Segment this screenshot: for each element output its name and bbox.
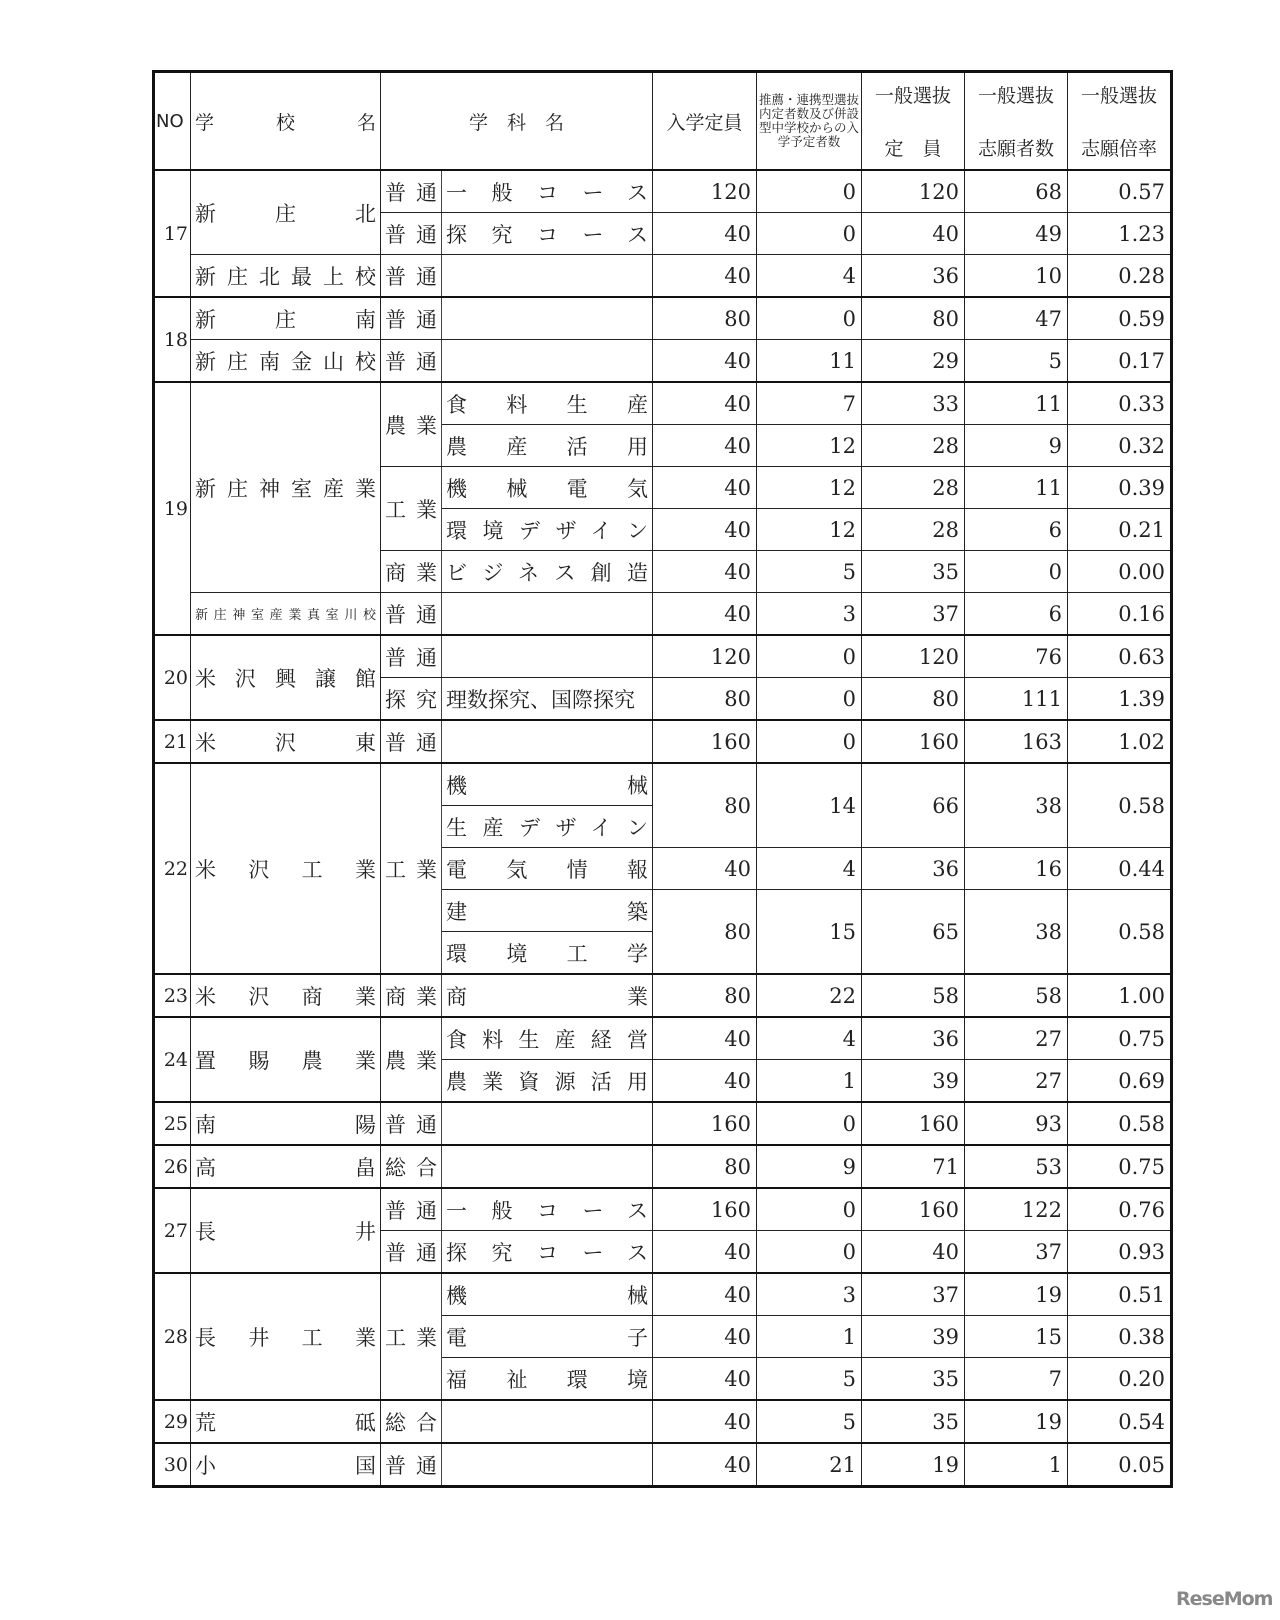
- table-row: [154, 1400, 1172, 1443]
- table-row: [154, 1017, 1172, 1060]
- cell-gen: 65: [862, 890, 965, 975]
- cell-dept: 商業: [381, 974, 442, 1017]
- table-row: [154, 974, 1172, 1017]
- cell-course: 一般コース: [442, 170, 653, 213]
- cell-ratio: 0.69: [1068, 1060, 1172, 1103]
- cell-no: 18: [154, 297, 191, 382]
- cell-dept: 総合: [381, 1400, 442, 1443]
- cell-app: 122: [965, 1188, 1068, 1231]
- cell-ratio: 0.93: [1068, 1231, 1172, 1274]
- cell-cap: 40: [653, 1400, 757, 1443]
- cell-course: [442, 340, 653, 383]
- cell-ratio: 0.57: [1068, 170, 1172, 213]
- cell-school: 米沢工業: [191, 763, 381, 974]
- cell-no: 29: [154, 1400, 191, 1443]
- cell-no: 17: [154, 170, 191, 297]
- cell-gen: 28: [862, 467, 965, 509]
- cell-pre: 7: [757, 382, 862, 425]
- cell-app: 27: [965, 1060, 1068, 1103]
- cell-cap: 80: [653, 763, 757, 848]
- table-row: [154, 1102, 1172, 1145]
- header-applicants-bottom: 志願者数: [978, 138, 1055, 160]
- cell-dept: 普通: [381, 297, 442, 340]
- cell-pre: 0: [757, 1102, 862, 1145]
- cell-course: 機械: [442, 1273, 653, 1316]
- table-row: [154, 720, 1172, 763]
- cell-ratio: 0.28: [1068, 255, 1172, 298]
- cell-pre: 0: [757, 213, 862, 255]
- cell-dept: 普通: [381, 1188, 442, 1231]
- header-no: NO: [154, 72, 191, 171]
- header-applicants-top: 一般選抜: [978, 85, 1055, 107]
- cell-course: 商業: [442, 974, 653, 1017]
- header-row: [154, 72, 1172, 171]
- cell-gen: 37: [862, 1273, 965, 1316]
- cell-school: 南陽: [191, 1102, 381, 1145]
- cell-cap: 40: [653, 1231, 757, 1274]
- cell-school: 小国: [191, 1443, 381, 1487]
- cell-pre: 0: [757, 720, 862, 763]
- cell-course: [442, 720, 653, 763]
- cell-ratio: 0.58: [1068, 763, 1172, 848]
- table-row: [154, 340, 1172, 383]
- cell-course: [442, 1145, 653, 1188]
- cell-app: 6: [965, 593, 1068, 636]
- cell-cap: 40: [653, 1060, 757, 1103]
- cell-gen: 35: [862, 551, 965, 593]
- cell-no: 24: [154, 1017, 191, 1102]
- cell-gen: 37: [862, 593, 965, 636]
- cell-no: 26: [154, 1145, 191, 1188]
- table-body: [154, 170, 1172, 1487]
- cell-ratio: 0.33: [1068, 382, 1172, 425]
- cell-course: [442, 1443, 653, 1487]
- cell-school: 米沢興譲館: [191, 635, 381, 720]
- cell-ratio: 0.54: [1068, 1400, 1172, 1443]
- cell-ratio: 0.59: [1068, 297, 1172, 340]
- cell-gen: 40: [862, 1231, 965, 1274]
- cell-cap: 40: [653, 509, 757, 551]
- cell-course: 一般コース: [442, 1188, 653, 1231]
- cell-ratio: 0.32: [1068, 425, 1172, 467]
- cell-pre: 0: [757, 635, 862, 678]
- cell-cap: 160: [653, 1102, 757, 1145]
- cell-cap: 40: [653, 1316, 757, 1358]
- cell-dept: 農業: [381, 1017, 442, 1102]
- cell-dept: 普通: [381, 1231, 442, 1274]
- cell-gen: 36: [862, 1017, 965, 1060]
- cell-course: [442, 1400, 653, 1443]
- cell-app: 38: [965, 890, 1068, 975]
- cell-no: 20: [154, 635, 191, 720]
- cell-course: 農業資源活用: [442, 1060, 653, 1103]
- header-applicants: [965, 72, 1068, 171]
- table-row: [154, 255, 1172, 298]
- cell-pre: 0: [757, 1188, 862, 1231]
- cell-pre: 5: [757, 1358, 862, 1401]
- cell-dept: 普通: [381, 170, 442, 213]
- cell-gen: 71: [862, 1145, 965, 1188]
- cell-dept: 工業: [381, 763, 442, 974]
- cell-pre: 0: [757, 297, 862, 340]
- cell-app: 11: [965, 467, 1068, 509]
- cell-cap: 40: [653, 213, 757, 255]
- cell-app: 49: [965, 213, 1068, 255]
- cell-app: 38: [965, 763, 1068, 848]
- cell-ratio: 0.75: [1068, 1145, 1172, 1188]
- cell-course: [442, 255, 653, 298]
- cell-school: 新庄北: [191, 170, 381, 255]
- cell-ratio: 0.58: [1068, 1102, 1172, 1145]
- cell-cap: 40: [653, 593, 757, 636]
- cell-cap: 80: [653, 678, 757, 721]
- cell-app: 163: [965, 720, 1068, 763]
- cell-gen: 40: [862, 213, 965, 255]
- cell-dept: 普通: [381, 255, 442, 298]
- cell-school: 新庄神室産業: [191, 382, 381, 593]
- cell-course: 農産活用: [442, 425, 653, 467]
- header-general-quota-top: 一般選抜: [875, 85, 952, 107]
- header-capacity: 入学定員: [653, 72, 757, 171]
- cell-course: 機械電気: [442, 467, 653, 509]
- header-school: [191, 72, 381, 171]
- cell-ratio: 0.16: [1068, 593, 1172, 636]
- cell-ratio: 0.75: [1068, 1017, 1172, 1060]
- cell-ratio: 0.76: [1068, 1188, 1172, 1231]
- cell-course: 福祉環境: [442, 1358, 653, 1401]
- cell-app: 47: [965, 297, 1068, 340]
- cell-app: 0: [965, 551, 1068, 593]
- cell-course: 電気情報: [442, 848, 653, 890]
- cell-gen: 39: [862, 1316, 965, 1358]
- header-ratio: [1068, 72, 1172, 171]
- cell-pre: 21: [757, 1443, 862, 1487]
- table-row: [154, 763, 1172, 806]
- cell-app: 76: [965, 635, 1068, 678]
- cell-ratio: 0.21: [1068, 509, 1172, 551]
- resemom-logo: ReseMom: [1176, 1588, 1273, 1610]
- cell-ratio: 0.39: [1068, 467, 1172, 509]
- cell-dept: 普通: [381, 213, 442, 255]
- cell-dept: 普通: [381, 340, 442, 383]
- cell-course: 食料生産経営: [442, 1017, 653, 1060]
- cell-cap: 40: [653, 1273, 757, 1316]
- cell-course: 食料生産: [442, 382, 653, 425]
- cell-gen: 120: [862, 635, 965, 678]
- cell-no: 25: [154, 1102, 191, 1145]
- cell-dept: 普通: [381, 1443, 442, 1487]
- cell-cap: 40: [653, 551, 757, 593]
- header-ratio-top: 一般選抜: [1081, 85, 1158, 107]
- cell-course: 電子: [442, 1316, 653, 1358]
- cell-cap: 80: [653, 1145, 757, 1188]
- admission-ratio-table: [152, 70, 1173, 1488]
- cell-dept: 農業: [381, 382, 442, 467]
- table-row: [154, 1273, 1172, 1316]
- cell-cap: 160: [653, 720, 757, 763]
- cell-pre: 22: [757, 974, 862, 1017]
- cell-gen: 80: [862, 297, 965, 340]
- header-general-quota-bottom: 定 員: [884, 138, 942, 160]
- cell-course: 生産デザイン: [442, 806, 653, 848]
- cell-dept: 商業: [381, 551, 442, 593]
- cell-pre: 12: [757, 425, 862, 467]
- cell-no: 30: [154, 1443, 191, 1487]
- cell-app: 10: [965, 255, 1068, 298]
- header-department: 学 科 名: [381, 72, 653, 171]
- cell-app: 37: [965, 1231, 1068, 1274]
- cell-gen: 33: [862, 382, 965, 425]
- cell-app: 15: [965, 1316, 1068, 1358]
- cell-pre: 15: [757, 890, 862, 975]
- cell-cap: 40: [653, 1017, 757, 1060]
- cell-gen: 58: [862, 974, 965, 1017]
- cell-no: 19: [154, 382, 191, 635]
- cell-cap: 40: [653, 1443, 757, 1487]
- cell-school: 新庄神室産業真室川校: [191, 593, 381, 636]
- cell-ratio: 0.00: [1068, 551, 1172, 593]
- cell-cap: 160: [653, 1188, 757, 1231]
- table-row: [154, 382, 1172, 425]
- cell-school: 置賜農業: [191, 1017, 381, 1102]
- cell-cap: 80: [653, 297, 757, 340]
- table-row: [154, 635, 1172, 678]
- cell-pre: 11: [757, 340, 862, 383]
- cell-gen: 160: [862, 1102, 965, 1145]
- cell-cap: 80: [653, 890, 757, 975]
- cell-pre: 14: [757, 763, 862, 848]
- cell-app: 16: [965, 848, 1068, 890]
- cell-ratio: 1.00: [1068, 974, 1172, 1017]
- table-row: [154, 1145, 1172, 1188]
- cell-course: [442, 635, 653, 678]
- table-row: [154, 1188, 1172, 1231]
- cell-ratio: 0.63: [1068, 635, 1172, 678]
- cell-app: 68: [965, 170, 1068, 213]
- cell-cap: 120: [653, 170, 757, 213]
- cell-ratio: 0.17: [1068, 340, 1172, 383]
- cell-gen: 36: [862, 255, 965, 298]
- cell-course: [442, 593, 653, 636]
- cell-gen: 36: [862, 848, 965, 890]
- cell-pre: 3: [757, 1273, 862, 1316]
- cell-no: 22: [154, 763, 191, 974]
- cell-course: 環境工学: [442, 932, 653, 975]
- cell-ratio: 0.51: [1068, 1273, 1172, 1316]
- cell-app: 7: [965, 1358, 1068, 1401]
- cell-school: 高畠: [191, 1145, 381, 1188]
- cell-course: 機械: [442, 763, 653, 806]
- cell-pre: 0: [757, 678, 862, 721]
- cell-ratio: 1.02: [1068, 720, 1172, 763]
- cell-dept: 普通: [381, 635, 442, 678]
- cell-app: 19: [965, 1273, 1068, 1316]
- cell-dept: 工業: [381, 1273, 442, 1400]
- cell-cap: 40: [653, 848, 757, 890]
- cell-app: 27: [965, 1017, 1068, 1060]
- cell-pre: 4: [757, 1017, 862, 1060]
- cell-pre: 1: [757, 1316, 862, 1358]
- cell-pre: 12: [757, 467, 862, 509]
- cell-cap: 40: [653, 467, 757, 509]
- cell-dept: 普通: [381, 720, 442, 763]
- cell-gen: 80: [862, 678, 965, 721]
- cell-app: 1: [965, 1443, 1068, 1487]
- cell-cap: 40: [653, 382, 757, 425]
- table-row: [154, 593, 1172, 636]
- cell-gen: 66: [862, 763, 965, 848]
- cell-course: ビジネス創造: [442, 551, 653, 593]
- cell-gen: 120: [862, 170, 965, 213]
- cell-gen: 28: [862, 509, 965, 551]
- table-row: [154, 1443, 1172, 1487]
- cell-dept: 普通: [381, 593, 442, 636]
- cell-app: 5: [965, 340, 1068, 383]
- cell-course: [442, 297, 653, 340]
- cell-cap: 120: [653, 635, 757, 678]
- cell-gen: 160: [862, 720, 965, 763]
- cell-pre: 9: [757, 1145, 862, 1188]
- cell-gen: 35: [862, 1400, 965, 1443]
- cell-gen: 29: [862, 340, 965, 383]
- cell-ratio: 0.38: [1068, 1316, 1172, 1358]
- cell-course: 建築: [442, 890, 653, 932]
- cell-gen: 39: [862, 1060, 965, 1103]
- cell-dept: 普通: [381, 1102, 442, 1145]
- cell-school: 新庄南金山校: [191, 340, 381, 383]
- cell-no: 23: [154, 974, 191, 1017]
- cell-pre: 4: [757, 255, 862, 298]
- cell-app: 11: [965, 382, 1068, 425]
- cell-course: 探究コース: [442, 1231, 653, 1274]
- cell-dept: 探究: [381, 678, 442, 721]
- cell-school: 新庄南: [191, 297, 381, 340]
- cell-cap: 40: [653, 255, 757, 298]
- cell-school: 荒砥: [191, 1400, 381, 1443]
- cell-school: 長井: [191, 1188, 381, 1273]
- cell-school: 新庄北最上校: [191, 255, 381, 298]
- cell-app: 93: [965, 1102, 1068, 1145]
- cell-pre: 5: [757, 551, 862, 593]
- cell-no: 28: [154, 1273, 191, 1400]
- cell-course: [442, 1102, 653, 1145]
- cell-school: 長井工業: [191, 1273, 381, 1400]
- cell-pre: 0: [757, 1231, 862, 1274]
- cell-app: 111: [965, 678, 1068, 721]
- cell-gen: 35: [862, 1358, 965, 1401]
- table-row: [154, 297, 1172, 340]
- cell-ratio: 1.39: [1068, 678, 1172, 721]
- cell-ratio: 1.23: [1068, 213, 1172, 255]
- cell-pre: 3: [757, 593, 862, 636]
- cell-no: 21: [154, 720, 191, 763]
- cell-course: 探究コース: [442, 213, 653, 255]
- cell-school: 米沢商業: [191, 974, 381, 1017]
- cell-no: 27: [154, 1188, 191, 1273]
- cell-course: 理数探究、国際探究: [442, 678, 653, 721]
- cell-app: 58: [965, 974, 1068, 1017]
- cell-gen: 28: [862, 425, 965, 467]
- cell-course: 環境デザイン: [442, 509, 653, 551]
- table-row: [154, 170, 1172, 213]
- cell-gen: 160: [862, 1188, 965, 1231]
- cell-gen: 19: [862, 1443, 965, 1487]
- cell-cap: 40: [653, 1358, 757, 1401]
- cell-app: 53: [965, 1145, 1068, 1188]
- cell-pre: 12: [757, 509, 862, 551]
- cell-app: 9: [965, 425, 1068, 467]
- cell-ratio: 0.44: [1068, 848, 1172, 890]
- cell-pre: 5: [757, 1400, 862, 1443]
- header-ratio-bottom: 志願倍率: [1081, 138, 1158, 160]
- header-school-label: 学 校 名: [195, 111, 376, 134]
- cell-school: 米沢東: [191, 720, 381, 763]
- cell-dept: 工業: [381, 467, 442, 551]
- cell-dept: 総合: [381, 1145, 442, 1188]
- cell-app: 19: [965, 1400, 1068, 1443]
- cell-pre: 4: [757, 848, 862, 890]
- header-general-quota: [862, 72, 965, 171]
- cell-cap: 40: [653, 425, 757, 467]
- cell-ratio: 0.58: [1068, 890, 1172, 975]
- cell-ratio: 0.20: [1068, 1358, 1172, 1401]
- cell-ratio: 0.05: [1068, 1443, 1172, 1487]
- cell-pre: 0: [757, 170, 862, 213]
- cell-pre: 1: [757, 1060, 862, 1103]
- cell-app: 6: [965, 509, 1068, 551]
- cell-cap: 40: [653, 340, 757, 383]
- cell-cap: 80: [653, 974, 757, 1017]
- header-pre-admitted: 推薦・連携型選抜内定者数及び併設型中学校からの入学予定者数: [757, 72, 862, 171]
